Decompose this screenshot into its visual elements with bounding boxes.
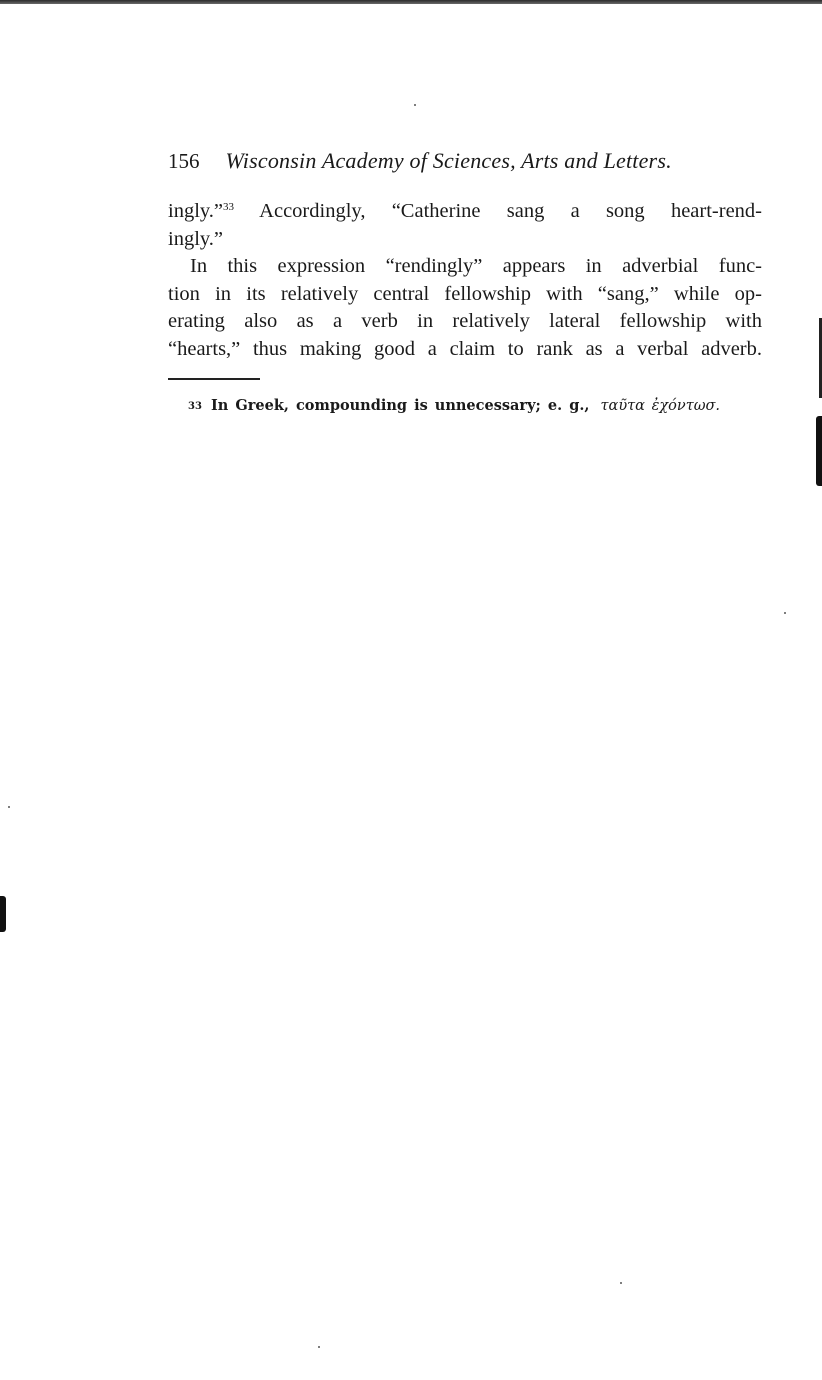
footnote-greek: ταῦτα ἐχόντωσ. <box>600 398 721 414</box>
text-line: “hearts,” thus making good a claim to rank as a verbal adverb. <box>168 337 762 360</box>
running-head <box>168 148 762 176</box>
scan-top-edge <box>0 0 822 4</box>
body-text <box>168 198 762 363</box>
footnote-rule <box>168 378 260 380</box>
footnote-text: In Greek, compounding is unnecessary; e. g., <box>210 397 590 414</box>
page-number: 156 <box>168 149 200 173</box>
footnote-marker: 33 <box>188 401 202 412</box>
text-line: In this expression “rendingly” appears in adverbial func- <box>190 255 762 277</box>
scan-edge-mark <box>816 416 822 486</box>
scan-speck <box>784 612 786 614</box>
text-line: erating also as a verb in relatively lateral fellowship with <box>168 310 762 332</box>
text-line: tion in its relatively central fellowship with “sang,” while op- <box>168 282 762 305</box>
footnote-reference: 33 <box>223 201 235 213</box>
scan-binding-mark <box>0 896 6 932</box>
text-line: ingly.”$^{33}$ Accordingly, “Catherine sang a song heart-rend- <box>168 200 762 222</box>
scan-speck <box>8 806 10 808</box>
text-line: ingly.” <box>168 227 224 250</box>
scan-speck <box>414 104 416 106</box>
scan-speck <box>620 1282 622 1284</box>
footnote <box>188 396 748 417</box>
scan-speck <box>318 1346 320 1348</box>
running-head-title: Wisconsin Academy of Sciences, Arts and Letters. <box>225 148 672 173</box>
